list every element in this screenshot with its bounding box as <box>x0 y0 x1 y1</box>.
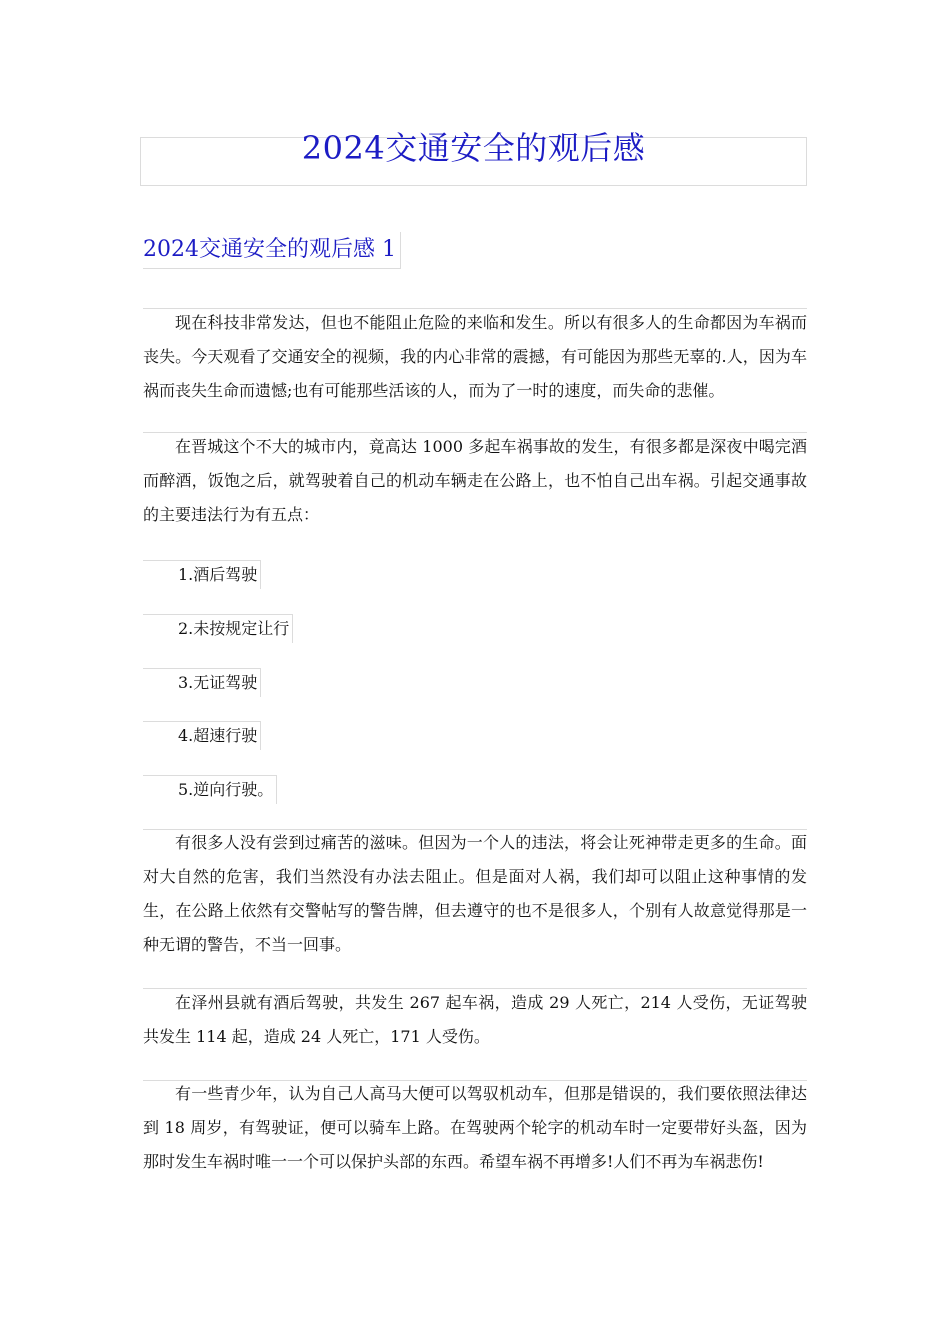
body-paragraph: 在晋城这个不大的城市内，竟高达 1000 多起车祸事故的发生，有很多都是深夜中喝完酒而醉酒，饭饱之后，就驾驶着自己的机动车辆走在公路上，也不怕自己出车祸。引起交通事故的主要违法行为有五点： <box>143 437 807 524</box>
body-paragraph: 有一些青少年，认为自己人高马大便可以驾驭机动车，但那是错误的，我们要依照法律达到 18 周岁，有驾驶证，便可以骑车上路。在驾驶两个轮字的机动车时一定要带好头盔，因为那时发生车祸时唯一一个可以保护头部的东西。希望车祸不再增多!人们不再为车祸悲伤! <box>143 1084 807 1171</box>
list-item: 1.酒后驾驶 <box>143 560 261 589</box>
list-item: 5.逆向行驶。 <box>143 775 277 804</box>
body-paragraph: 有很多人没有尝到过痛苦的滋味。但因为一个人的违法，将会让死神带走更多的生命。面对大自然的危害，我们当然没有办法去阻止。但是面对人祸，我们却可以阻止这种事情的发生，在公路上依然有交警帖写的警告牌，但去遵守的也不是很多人，个别有人故意觉得那是一种无谓的警告，不当一回事。 <box>143 833 807 954</box>
list-item: 3.无证驾驶 <box>143 668 261 697</box>
section-heading: 2024交通安全的观后感 1 <box>143 232 401 269</box>
list-item: 4.超速行驶 <box>143 721 261 750</box>
body-paragraph: 在泽州县就有酒后驾驶，共发生 267 起车祸，造成 29 人死亡，214 人受伤，无证驾驶共发生 114 起，造成 24 人死亡，171 人受伤。 <box>143 993 807 1046</box>
document-title: 2024交通安全的观后感 <box>301 129 646 167</box>
list-item: 2.未按规定让行 <box>143 614 293 643</box>
body-paragraph: 现在科技非常发达，但也不能阻止危险的来临和发生。所以有很多人的生命都因为车祸而丧失。今天观看了交通安全的视频，我的内心非常的震撼，有可能因为那些无辜的.人，因为车祸而丧失生命而遗憾;也有可能那些活该的人，而为了一时的速度，而失命的悲催。 <box>143 313 807 400</box>
